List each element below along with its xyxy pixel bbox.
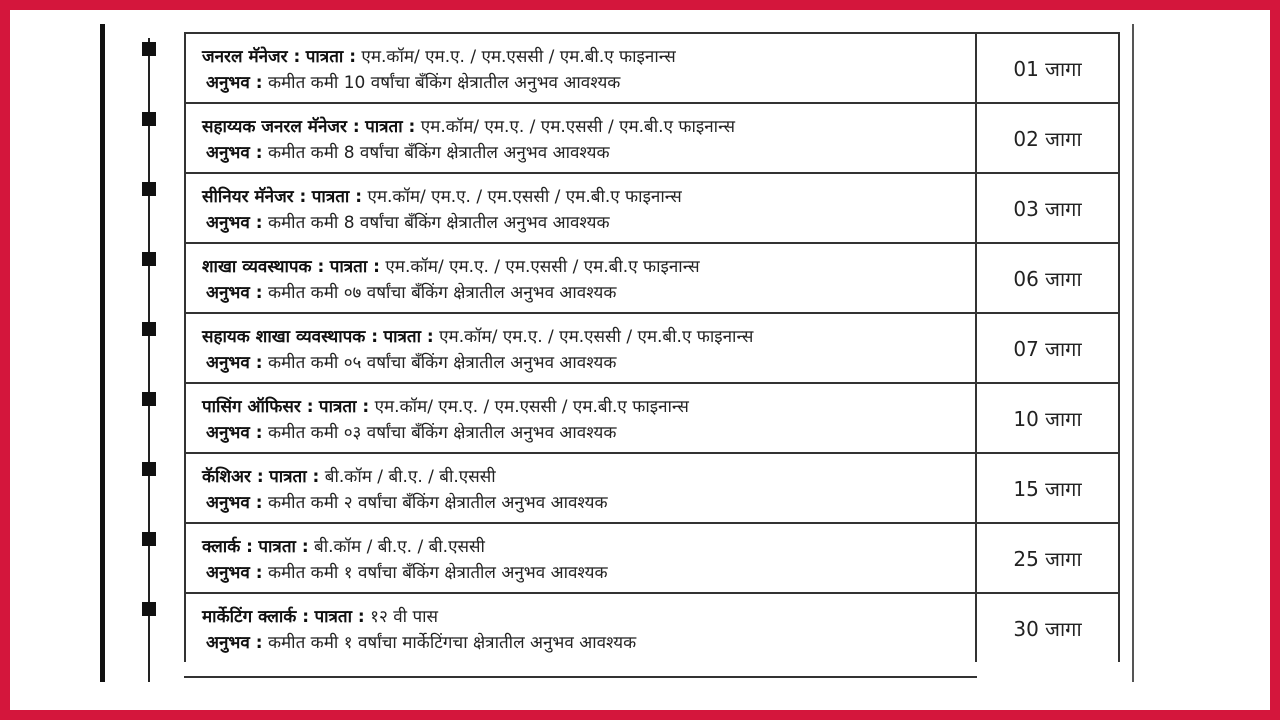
experience-text: कमीत कमी ०७ वर्षांचा बॅंकिंग क्षेत्रातील अनुभव आवश्यक (267, 283, 617, 303)
vacancy-count: 06 जागा (975, 242, 1120, 312)
experience-line (202, 280, 975, 306)
qualification-label: पात्रता : (311, 187, 363, 207)
experience-line (202, 210, 975, 236)
post-qualification-line (202, 534, 975, 560)
post-qualification-line (202, 464, 975, 490)
right-margin-rule (1132, 24, 1134, 682)
qualification-label: पात्रता : (365, 117, 416, 137)
qualification-label: पात्रता : (269, 467, 320, 487)
vacancy-count: 30 जागा (975, 592, 1120, 662)
experience-text: कमीत कमी १ वर्षांचा बॅंकिंग क्षेत्रातील अनुभव आवश्यक (267, 563, 608, 583)
square-bullet-icon (142, 112, 156, 126)
post-details-cell (184, 32, 977, 102)
experience-line (202, 490, 975, 516)
qualification-label: पात्रता : (314, 607, 365, 627)
qualification-text: एम.कॉम/ एम.ए. / एम.एससी / एम.बी.ए फाइनान्स (361, 47, 676, 67)
experience-text: कमीत कमी ०५ वर्षांचा बॅंकिंग क्षेत्रातील अनुभव आवश्यक (267, 353, 617, 373)
vacancy-count: 01 जागा (975, 32, 1120, 102)
post-title: पासिंग ऑफिसर : (202, 397, 314, 417)
experience-line (202, 560, 975, 586)
table-continuation (184, 676, 977, 682)
post-title: जनरल मॅनेजर : (202, 47, 301, 67)
vacancy-count: 15 जागा (975, 452, 1120, 522)
post-details-cell (184, 382, 977, 452)
post-details-cell (184, 102, 977, 172)
vacancy-count: 10 जागा (975, 382, 1120, 452)
qualification-text: १२ वी पास (370, 607, 439, 627)
experience-text: कमीत कमी 8 वर्षांचा बॅंकिंग क्षेत्रातील अनुभव आवश्यक (267, 143, 610, 163)
square-bullet-icon (142, 462, 156, 476)
post-title: कॅशिअर : (202, 467, 264, 487)
post-title: क्लार्क : (202, 537, 253, 557)
vacancy-row (118, 32, 1122, 102)
experience-label: अनुभव : (206, 493, 263, 513)
post-details-cell (184, 242, 977, 312)
square-bullet-icon (142, 322, 156, 336)
experience-text: कमीत कमी ०३ वर्षांचा बॅंकिंग क्षेत्रातील अनुभव आवश्यक (267, 423, 617, 443)
vacancy-row (118, 242, 1122, 312)
vacancy-row (118, 592, 1122, 662)
qualification-label: पात्रता : (318, 397, 370, 417)
post-qualification-line (202, 44, 975, 70)
qualification-text: एम.कॉम/ एम.ए. / एम.एससी / एम.बी.ए फाइनान्स (420, 117, 736, 137)
post-title: सहायक शाखा व्यवस्थापक : (202, 327, 379, 347)
experience-line (202, 70, 975, 96)
experience-line (202, 140, 975, 166)
qualification-text: बी.कॉम / बी.ए. / बी.एससी (314, 537, 485, 557)
experience-text: कमीत कमी १ वर्षांचा मार्केटिंगचा क्षेत्रातील अनुभव आवश्यक (267, 633, 637, 653)
experience-text: कमीत कमी 10 वर्षांचा बॅंकिंग क्षेत्रातील अनुभव आवश्यक (267, 73, 621, 93)
qualification-label: पात्रता : (329, 257, 380, 277)
experience-label: अनुभव : (206, 633, 263, 653)
qualification-label: पात्रता : (383, 327, 434, 347)
post-details-cell (184, 452, 977, 522)
square-bullet-icon (142, 42, 156, 56)
square-bullet-icon (142, 392, 156, 406)
vacancy-count: 07 जागा (975, 312, 1120, 382)
post-qualification-line (202, 604, 975, 630)
qualification-text: एम.कॉम/ एम.ए. / एम.एससी / एम.बी.ए फाइनान्स (439, 327, 754, 347)
qualification-label: पात्रता : (258, 537, 309, 557)
square-bullet-icon (142, 252, 156, 266)
post-details-cell (184, 522, 977, 592)
experience-text: कमीत कमी २ वर्षांचा बॅंकिंग क्षेत्रातील अनुभव आवश्यक (267, 493, 608, 513)
post-details-cell (184, 592, 977, 662)
experience-label: अनुभव : (206, 73, 263, 93)
experience-label: अनुभव : (206, 423, 263, 443)
qualification-text: एम.कॉम/ एम.ए. / एम.एससी / एम.बी.ए फाइनान्स (374, 397, 689, 417)
square-bullet-icon (142, 602, 156, 616)
post-title: सहाय्यक जनरल मॅनेजर : (202, 117, 360, 137)
experience-line (202, 630, 975, 656)
experience-line (202, 420, 975, 446)
vacancy-count: 02 जागा (975, 102, 1120, 172)
qualification-text: एम.कॉम/ एम.ए. / एम.एससी / एम.बी.ए फाइनान्स (385, 257, 700, 277)
left-margin-rule (100, 24, 105, 682)
post-qualification-line (202, 394, 975, 420)
post-details-cell (184, 312, 977, 382)
post-qualification-line (202, 114, 975, 140)
vacancy-row (118, 522, 1122, 592)
qualification-text: बी.कॉम / बी.ए. / बी.एससी (324, 467, 496, 487)
vacancy-row (118, 452, 1122, 522)
experience-label: अनुभव : (206, 353, 263, 373)
vacancy-row (118, 172, 1122, 242)
qualification-label: पात्रता : (305, 47, 357, 67)
post-title: मार्केटिंग क्लार्क : (202, 607, 310, 627)
post-title: शाखा व्यवस्थापक : (202, 257, 325, 277)
vacancy-count: 25 जागा (975, 522, 1120, 592)
experience-text: कमीत कमी 8 वर्षांचा बॅंकिंग क्षेत्रातील अनुभव आवश्यक (267, 213, 610, 233)
post-qualification-line (202, 254, 975, 280)
post-details-cell (184, 172, 977, 242)
post-title: सीनियर मॅनेजर : (202, 187, 307, 207)
experience-label: अनुभव : (206, 143, 263, 163)
vacancy-row (118, 382, 1122, 452)
post-qualification-line (202, 324, 975, 350)
post-qualification-line (202, 184, 975, 210)
square-bullet-icon (142, 532, 156, 546)
vacancy-row (118, 102, 1122, 172)
experience-line (202, 350, 975, 376)
vacancy-count: 03 जागा (975, 172, 1120, 242)
qualification-text: एम.कॉम/ एम.ए. / एम.एससी / एम.बी.ए फाइनान्स (367, 187, 682, 207)
vacancy-table (118, 32, 1122, 662)
vacancy-row (118, 312, 1122, 382)
experience-label: अनुभव : (206, 283, 263, 303)
square-bullet-icon (142, 182, 156, 196)
experience-label: अनुभव : (206, 213, 263, 233)
recruitment-document (78, 24, 1136, 682)
experience-label: अनुभव : (206, 563, 263, 583)
